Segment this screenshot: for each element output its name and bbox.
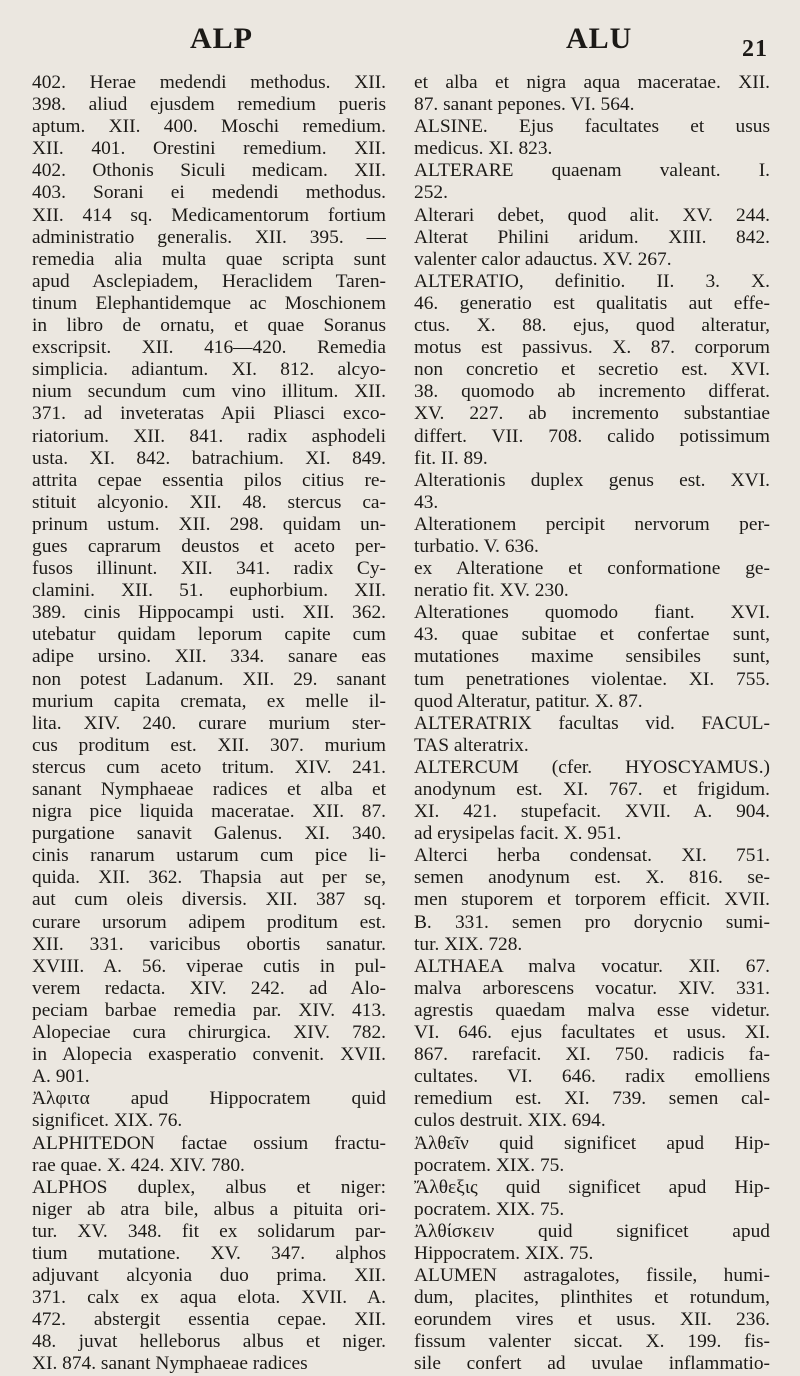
index-line: eorundem vires et usus. XII. 236. [414, 1309, 770, 1331]
index-line: in libro de ornatu, et quae Soranus [32, 315, 386, 337]
index-line: A. 901. [32, 1066, 90, 1088]
index-line: culos destruit. XIX. 694. [414, 1110, 606, 1132]
index-line: Alterci herba condensat. XI. 751. [414, 845, 770, 867]
index-line: 48. juvat helleborus albus et niger. [32, 1331, 386, 1353]
index-line: adipe ursino. XII. 334. sanare eas [32, 646, 386, 668]
index-line: 43. [414, 491, 439, 513]
index-line: 472. abstergit essentia cepae. XII. [32, 1309, 386, 1331]
index-line: Ἀλθίσκειν quid significet apud [414, 1220, 770, 1242]
index-line: curare ursorum adipem proditum est. [32, 911, 386, 933]
index-line: medicus. XI. 823. [414, 138, 553, 160]
index-line: turbatio. V. 636. [414, 535, 539, 557]
index-line: utebatur quidam leporum capite cum [32, 624, 386, 646]
index-line: ex Alteratione et conformatione ge- [414, 558, 770, 580]
index-line: tur. XIX. 728. [414, 933, 523, 955]
index-line: 38. quomodo ab incremento differat. [414, 381, 770, 403]
index-line: nigra pice liquida maceratae. XII. 87. [32, 801, 386, 823]
index-line: non concretio et secretio est. XVI. [414, 359, 770, 381]
index-line: Ἄλθεξις quid significet apud Hip- [414, 1176, 770, 1198]
index-column-left [32, 72, 386, 1376]
index-line: XV. 227. ab incremento substantiae [414, 403, 770, 425]
index-line: lita. XIV. 240. curare murium ster- [32, 712, 386, 734]
index-line: pocratem. XIX. 75. [414, 1154, 565, 1176]
index-line: pocratem. XIX. 75. [414, 1198, 565, 1220]
index-line: stituit alcyonio. XII. 48. stercus ca- [32, 491, 386, 513]
index-line: verem redacta. XIV. 242. ad Alo- [32, 977, 386, 999]
index-line: ALTERARE quaenam valeant. I. [414, 160, 770, 182]
index-line: rae quae. X. 424. XIV. 780. [32, 1154, 245, 1176]
index-line: fissum valenter siccat. X. 199. fis- [414, 1331, 770, 1353]
index-line: Ἀλθεῖν quid significet apud Hip- [414, 1132, 770, 1154]
index-line: fusos illinunt. XII. 341. radix Cy- [32, 558, 386, 580]
index-line: simplicia. adiantum. XI. 812. alcyo- [32, 359, 386, 381]
index-line: tium mutatione. XV. 347. alphos [32, 1242, 386, 1264]
index-line: Alterationis duplex genus est. XVI. [414, 469, 770, 491]
index-line: exscripsit. XII. 416—420. Remedia [32, 337, 386, 359]
index-line: XVIII. A. 56. viperae cutis in pul- [32, 955, 386, 977]
index-line: sile confert ad uvulae inflammatio- [414, 1353, 770, 1375]
index-line: in Alopecia exasperatio convenit. XVII. [32, 1044, 386, 1066]
index-line: ALTHAEA malva vocatur. XII. 67. [414, 955, 770, 977]
index-line: et alba et nigra aqua maceratae. XII. [414, 72, 770, 93]
index-line: agrestis quaedam malva esse videtur. [414, 999, 770, 1021]
index-line: Alterari debet, quod alit. XV. 244. [414, 204, 770, 226]
index-line: B. 331. semen pro dorycnio sumi- [414, 911, 770, 933]
index-line: ALSINE. Ejus facultates et usus [414, 116, 770, 138]
index-line: Alterat Philini aridum. XIII. 842. [414, 226, 770, 248]
index-line: aptum. XII. 400. Moschi remedium. [32, 116, 386, 138]
index-line: 398. aliud ejusdem remedium pueris [32, 94, 386, 116]
index-line: malva arborescens vocatur. XIV. 331. [414, 977, 770, 999]
index-line: ctus. X. 88. ejus, quod alteratur, [414, 315, 770, 337]
index-line: non potest Ladanum. XII. 29. sanant [32, 668, 386, 690]
index-line: Hippocratem. XIX. 75. [414, 1242, 594, 1264]
index-line: Alopeciae cura chirurgica. XIV. 782. [32, 1022, 386, 1044]
index-line: ALPHITEDON factae ossium fractu- [32, 1132, 386, 1154]
index-line: 43. quae subitae et confertae sunt, [414, 624, 770, 646]
index-line: VI. 646. ejus facultates et usus. XI. [414, 1022, 770, 1044]
index-column-right [414, 72, 770, 1376]
index-line: mutationes maxime sensibiles sunt, [414, 646, 770, 668]
index-line: nium secundum cum vino illitum. XII. [32, 381, 386, 403]
index-line: murium capita cremata, ex melle il- [32, 690, 386, 712]
index-line: TAS alteratrix. [414, 734, 529, 756]
index-line: tinum Elephantidemque ac Moschionem [32, 292, 386, 314]
index-line: cultates. VI. 646. radix emolliens [414, 1066, 770, 1088]
index-line: adjuvant alcyonia duo prima. XII. [32, 1265, 386, 1287]
index-line: stercus cum aceto tritum. XIV. 241. [32, 756, 386, 778]
index-line: ALTERATRIX facultas vid. FACUL- [414, 712, 770, 734]
index-line: differt. VII. 708. calido potissimum [414, 425, 770, 447]
index-line: apud Asclepiadem, Heraclidem Taren- [32, 270, 386, 292]
index-line: men stuporem et torporem efficit. XVII. [414, 889, 770, 911]
index-line: dum, placites, plinthites et rotundum, [414, 1287, 770, 1309]
index-line: semen anodynum est. X. 816. se- [414, 867, 770, 889]
index-line: Ἀλφιτα apud Hippocratem quid [32, 1088, 386, 1110]
index-line: XII. 401. Orestini remedium. XII. [32, 138, 386, 160]
index-line: Alterationes quomodo fiant. XVI. [414, 602, 770, 624]
index-line: niger ab atra bile, albus a pituita ori- [32, 1198, 386, 1220]
running-head-right: ALU [566, 22, 633, 55]
index-line: attrita cepae essentia pilos citius re- [32, 469, 386, 491]
index-line: significet. XIX. 76. [32, 1110, 183, 1132]
index-line: XI. 874. sanant Nymphaeae radices [32, 1353, 308, 1375]
index-line: quod Alteratur, patitur. X. 87. [414, 690, 643, 712]
index-line: 371. calx ex aqua elota. XVII. A. [32, 1287, 386, 1309]
index-line: remedium est. XI. 739. semen cal- [414, 1088, 770, 1110]
index-line: gues caprarum deustos et aceto per- [32, 535, 386, 557]
index-line: neratio fit. XV. 230. [414, 580, 569, 602]
index-line: cinis ranarum ustarum cum pice li- [32, 845, 386, 867]
index-line: riatorium. XII. 841. radix asphodeli [32, 425, 386, 447]
index-line: ALTERCUM (cfer. HYOSCYAMUS.) [414, 756, 770, 778]
page-number: 21 [742, 36, 768, 62]
index-line: sanant Nymphaeae radices et alba et [32, 779, 386, 800]
index-line: remedia alia multa quae scripta sunt [32, 248, 386, 270]
index-line: ALUMEN astragalotes, fissile, humi- [414, 1265, 770, 1287]
index-line: quida. XII. 362. Thapsia aut per se, [32, 867, 386, 889]
index-line: motus est passivus. X. 87. corporum [414, 337, 770, 359]
index-line: fit. II. 89. [414, 447, 488, 469]
index-line: XII. 331. varicibus obortis sanatur. [32, 933, 386, 955]
index-line: purgatione sanavit Galenus. XI. 340. [32, 823, 386, 845]
index-line: tur. XV. 348. fit ex solidarum par- [32, 1220, 386, 1242]
index-line: anodynum est. XI. 767. et frigidum. [414, 779, 770, 800]
index-line: 389. cinis Hippocampi usti. XII. 362. [32, 602, 386, 624]
index-line: 402. Othonis Siculi medicam. XII. [32, 160, 386, 182]
index-line: tum penetrationes violentae. XI. 755. [414, 668, 770, 690]
index-line: 46. generatio est qualitatis aut effe- [414, 292, 770, 314]
index-line: ALPHOS duplex, albus et niger: [32, 1176, 386, 1198]
index-line: 403. Sorani ei medendi methodus. [32, 182, 386, 204]
index-line: 371. ad inveteratas Apii Pliasci exco- [32, 403, 386, 425]
index-line: 252. [414, 182, 448, 204]
index-line: peciam barbae remedia par. XIV. 413. [32, 999, 386, 1021]
index-line: ALTERATIO, definitio. II. 3. X. [414, 270, 770, 292]
index-line: 87. sanant pepones. VI. 564. [414, 94, 635, 116]
index-line: XII. 414 sq. Medicamentorum fortium [32, 204, 386, 226]
index-line: Alterationem percipit nervorum per- [414, 513, 770, 535]
index-line: XI. 421. stupefacit. XVII. A. 904. [414, 801, 770, 823]
index-line: administratio generalis. XII. 395. — [32, 226, 386, 248]
index-line: usta. XI. 842. batrachium. XI. 849. [32, 447, 386, 469]
index-line: 867. rarefacit. XI. 750. radicis fa- [414, 1044, 770, 1066]
index-line: prinum ustum. XII. 298. quidam un- [32, 513, 386, 535]
index-line: valenter calor adauctus. XV. 267. [414, 248, 672, 270]
index-line: cus proditum est. XII. 307. murium [32, 734, 386, 756]
running-head-left: ALP [190, 22, 253, 55]
index-line: clamini. XII. 51. euphorbium. XII. [32, 580, 386, 602]
index-line: aut cum oleis diversis. XII. 387 sq. [32, 889, 386, 911]
index-line: 402. Herae medendi methodus. XII. [32, 72, 386, 93]
index-line: ad erysipelas facit. X. 951. [414, 823, 622, 845]
